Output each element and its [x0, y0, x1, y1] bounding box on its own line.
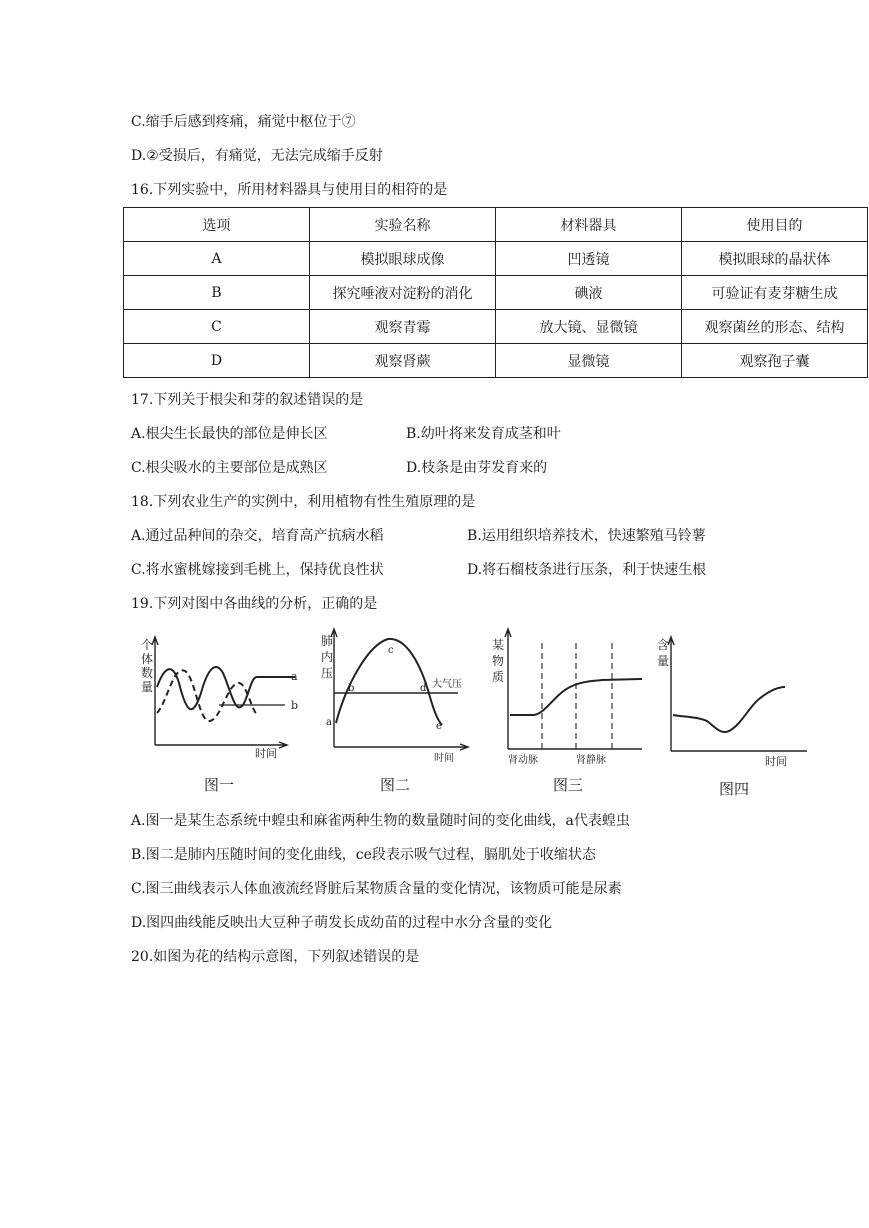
table-cell: 观察孢子囊 — [682, 344, 868, 378]
x-label-right: 肾静脉 — [576, 755, 606, 766]
x-label: 时间 — [255, 747, 277, 760]
table-cell: 观察青霉 — [310, 310, 496, 344]
table-cell: 模拟眼球的晶状体 — [682, 242, 868, 276]
q17-stem: 17.下列关于根尖和芽的叙述错误的是 — [131, 392, 364, 408]
table-cell: A — [124, 242, 310, 276]
q18-option-a: A.通过品种间的杂交，培育高产抗病水稻 — [131, 528, 384, 544]
q18-option-b: B.运用组织培养技术，快速繁殖马铃薯 — [467, 528, 706, 544]
axes — [152, 637, 287, 748]
figure-4 — [655, 625, 815, 768]
x-label-left: 肾动脉 — [508, 755, 538, 766]
x-label: 时间 — [765, 755, 787, 768]
table-cell: 模拟眼球成像 — [310, 242, 496, 276]
y-label-char: 某 — [492, 638, 505, 652]
q17-option-a: A.根尖生长最快的部位是伸长区 — [131, 426, 328, 442]
table-header-cell: 材料器具 — [496, 208, 682, 242]
table-row — [124, 344, 868, 378]
table-header-cell: 选项 — [124, 208, 310, 242]
figure-1 — [135, 625, 300, 760]
label-a: a — [326, 717, 332, 728]
y-label-char: 量 — [657, 654, 670, 668]
q15-option-d: D.②受损后，有痛觉，无法完成缩手反射 — [131, 148, 383, 164]
q18-option-c: C.将水蜜桃嫁接到毛桃上，保持优良性状 — [131, 562, 384, 578]
y-label-char: 体 — [141, 652, 154, 666]
q17-option-b: B.幼叶将来发育成茎和叶 — [406, 426, 561, 442]
figure-4-caption: 图四 — [719, 780, 750, 798]
table-row — [124, 310, 868, 344]
q17-option-c: C.根尖吸水的主要部位是成熟区 — [131, 460, 328, 476]
y-label-char: 内 — [321, 650, 334, 664]
q18-option-d: D.将石榴枝条进行压条，利于快速生根 — [467, 562, 707, 578]
table-header-cell: 使用目的 — [682, 208, 868, 242]
y-label-char: 量 — [141, 680, 154, 694]
table-cell: 观察肾蕨 — [310, 344, 496, 378]
label-d: d — [420, 683, 427, 694]
label-e: e — [436, 721, 442, 732]
y-label-char: 质 — [492, 670, 505, 684]
q19-option-b: B.图二是肺内压随时间的变化曲线，ce段表示吸气过程，膈肌处于收缩状态 — [131, 847, 596, 863]
q19-stem: 19.下列对图中各曲线的分析，正确的是 — [131, 596, 378, 612]
label-b: b — [291, 699, 299, 712]
q16-experiment-table — [123, 207, 868, 378]
table-cell: 可验证有麦芽糖生成 — [682, 276, 868, 310]
table-cell: 探究唾液对淀粉的消化 — [310, 276, 496, 310]
figure-2 — [318, 625, 478, 765]
table-cell: 碘液 — [496, 276, 682, 310]
q18-stem: 18.下列农业生产的实例中，利用植物有性生殖原理的是 — [131, 494, 476, 510]
table-cell: B — [124, 276, 310, 310]
table-header-cell: 实验名称 — [310, 208, 496, 242]
table-row — [124, 242, 868, 276]
q19-option-a: A.图一是某生态系统中蝗虫和麻雀两种生物的数量随时间的变化曲线，a代表蝗虫 — [131, 813, 630, 829]
label-b: b — [348, 683, 355, 694]
q16-stem: 16.下列实验中，所用材料器具与使用目的相符的是 — [131, 182, 448, 198]
q19-option-d: D.图四曲线能反映出大豆种子萌发长成幼苗的过程中水分含量的变化 — [131, 915, 553, 931]
ref-line-label: 大气压 — [432, 679, 462, 690]
q19-option-c: C.图三曲线表示人体血液流经肾脏后某物质含量的变化情况，该物质可能是尿素 — [131, 881, 622, 897]
q15-option-c: C.缩手后感到疼痛，痛觉中枢位于⑦ — [131, 114, 356, 130]
label-a: a — [291, 670, 298, 683]
figure-3 — [490, 625, 650, 765]
table-cell: 显微镜 — [496, 344, 682, 378]
y-label-char: 物 — [492, 654, 505, 668]
table-row — [124, 276, 868, 310]
content-curve — [673, 687, 785, 732]
table-cell: 凹透镜 — [496, 242, 682, 276]
table-header-row — [124, 208, 868, 242]
q17-option-d: D.枝条是由芽发育来的 — [406, 460, 548, 476]
label-c: c — [388, 645, 394, 656]
y-label-char: 肺 — [321, 634, 334, 648]
figure-3-caption: 图三 — [553, 776, 584, 794]
table-cell: D — [124, 344, 310, 378]
table-cell: 观察菌丝的形态、结构 — [682, 310, 868, 344]
figure-1-caption: 图一 — [204, 776, 235, 794]
x-label: 时间 — [434, 753, 454, 764]
q20-stem: 20.如图为花的结构示意图，下列叙述错误的是 — [131, 949, 420, 965]
table-cell: C — [124, 310, 310, 344]
y-label-char: 个 — [141, 638, 154, 652]
axes — [505, 629, 642, 749]
figure-2-caption: 图二 — [380, 776, 411, 794]
y-label-char: 含 — [657, 638, 670, 652]
axes — [668, 637, 807, 751]
table-cell: 放大镜、显微镜 — [496, 310, 682, 344]
y-label-char: 数 — [141, 666, 154, 680]
y-label-char: 压 — [321, 666, 334, 680]
curve-b-dashed — [157, 670, 259, 721]
